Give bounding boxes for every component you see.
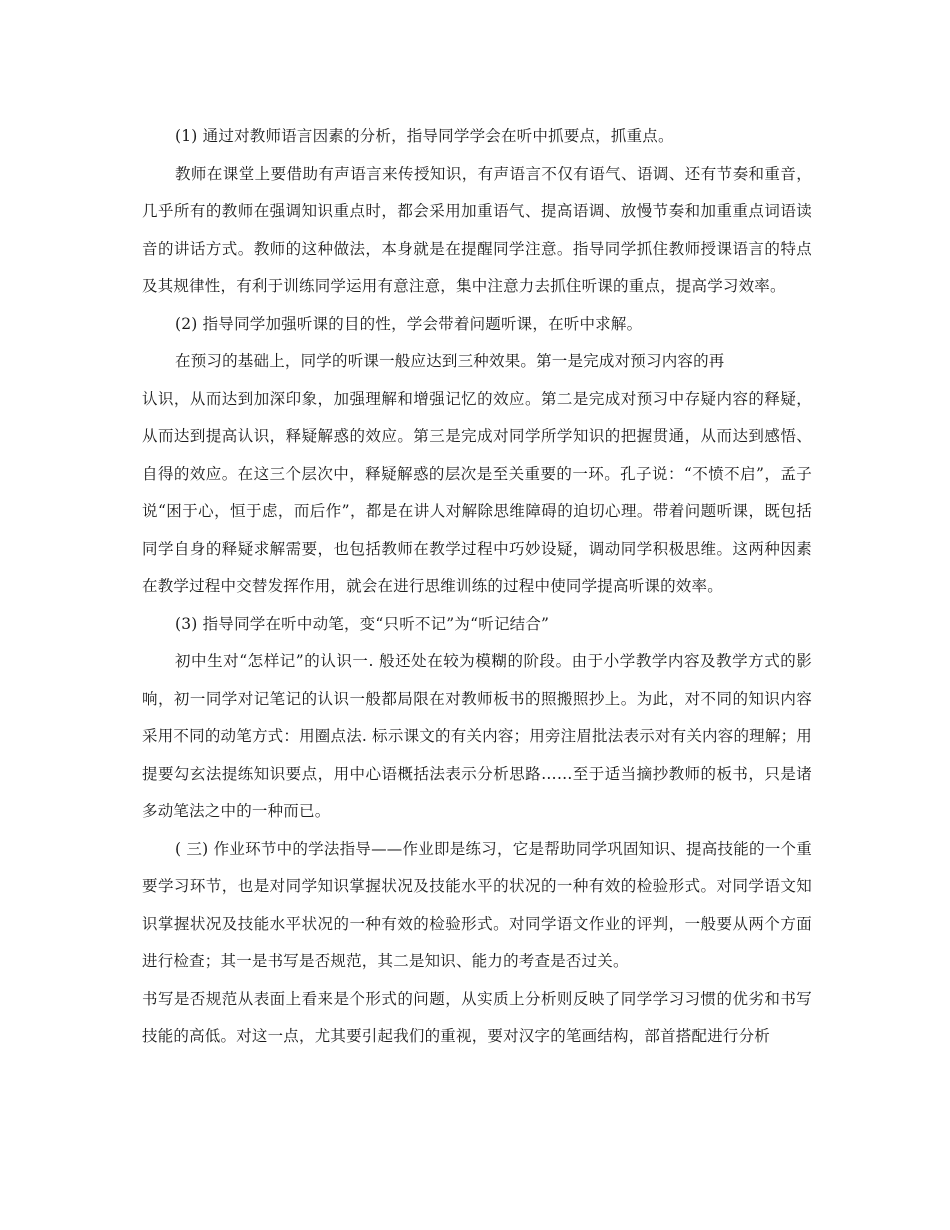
section-heading-3: (3) 指导同学在听中动笔，变“只听不记”为“听记结合” xyxy=(175,614,550,633)
section-heading-1: (1) 通过对教师语言因素的分析，指导同学学会在听中抓要点，抓重点。 xyxy=(175,127,674,145)
paragraph-handwriting: 书写是否规范从表面上看来是个形式的问题，从实质上分析则反映了同学学习习惯的优劣和书写技能的高低。对这一点，尤其要引起我们的重视，要对汉字的笔画结构，部首搭配进行分析 xyxy=(142,989,812,1045)
paragraph-teacher-language: 教师在课堂上要借助有声语言来传授知识，有声语言不仅有语气、语调、还有节奏和重音，几乎所有的教师在强调知识重点时，都会采用加重语气、提高语调、放慢节奏和加重重点词语读音的讲话方式。教师的这种做法，本身就是在提醒同学注意。指导同学抓住教师授课语言的特点及其规律性，有利于训练同学运用有意注意，集中注意力去抓住听课的重点，提高学习效率。 xyxy=(142,164,812,295)
section-heading-homework: ( 三) 作业环节中的学法指导——作业即是练习，它是帮助同学巩固知识、提高技能的一个重要学习环节，也是对同学知识掌握状况及技能水平的状况的一种有效的检验形式。对同学语文知识掌握状况及技能水平状况的一种有效的检验形式。对同学语文作业的评判，一般要从两个方面进行检查；其一是书写是否规范，其二是知识、能力的考查是否过关。 xyxy=(142,839,812,970)
paragraph-preview-effects-intro: 在预习的基础上，同学的听课一般应达到三种效果。第一是完成对预习内容的再 xyxy=(175,352,725,370)
paragraph-note-taking: 初中生对“怎样记”的认识一. 般还处在较为模糊的阶段。由于小学教学内容及教学方式的影响，初一同学对记笔记的认识一般都局限在对教师板书的照搬照抄上。为此，对不同的知识内容采用不同的动笔方式：用圈点法. 标示课文的有关内容；用旁注眉批法表示对有关内容的理解；用提要勾玄法提练知识要点，用中心语概括法表示分析思路……至于适当摘抄教师的板书，只是诸多动笔法之中的一种而已。 xyxy=(142,652,812,820)
document-body xyxy=(142,118,812,1056)
paragraph-preview-effects: 认识，从而达到加深印象，加强理解和增强记忆的效应。第二是完成对预习中存疑内容的释疑，从而达到提高认识，释疑解惑的效应。第三是完成对同学所学知识的把握贯通，从而达到感悟、自得的效应。在这三个层次中，释疑解惑的层次是至关重要的一环。孔子说：“不愤不启”，孟子说“困于心，恒于虑，而后作”，都是在讲人对解除思维障碍的迫切心理。带着问题听课，既包括同学自身的释疑求解需要，也包括教师在教学过程中巧妙设疑，调动同学积极思维。这两种因素在教学过程中交替发挥作用，就会在进行思维训练的过程中使同学提高听课的效率。 xyxy=(142,389,812,595)
section-heading-2: (2) 指导同学加强听课的目的性，学会带着问题听课，在听中求解。 xyxy=(175,314,643,333)
